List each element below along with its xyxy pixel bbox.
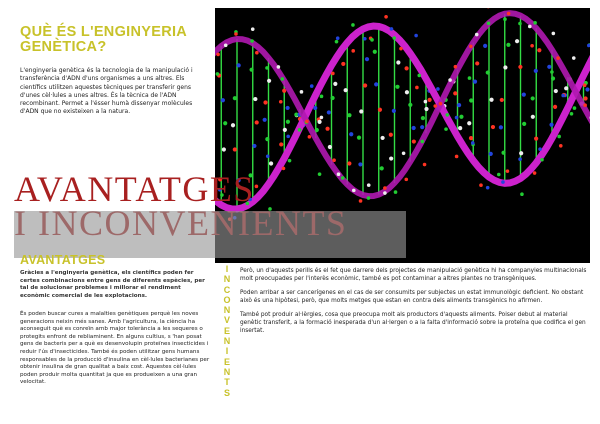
atom (439, 102, 443, 106)
atom (479, 183, 483, 187)
atom (392, 36, 396, 40)
base-pair (499, 14, 511, 184)
title-overlay-band (14, 211, 406, 258)
atom (497, 173, 501, 177)
atom (279, 100, 283, 104)
vertical-label-letter: E (223, 325, 230, 336)
atom (444, 127, 448, 131)
atom (572, 56, 576, 60)
atom (550, 70, 554, 74)
atom (424, 100, 428, 104)
base-pair (341, 42, 353, 184)
atom (420, 140, 424, 144)
atom (286, 135, 290, 139)
page-title: QUÈ ÉS L'ENGINYERIA GENÈTICA? (20, 24, 187, 55)
intro-paragraph: L'enginyeria genètica és la tecnologia de la manipulació i transferència d'ADN d'uns organismes a uns altres. Els científics utilitzen aquestes tècniques per transferir gens d'unes cèl·lules a unes altres. És la tècnica de l'ADN recombinant. Permet a l'ésser humà dissenyar molècules d'ADN que no existeixen a la natura. (20, 67, 193, 116)
atom (518, 157, 522, 161)
atom (454, 65, 458, 69)
atom (363, 37, 367, 41)
atom (469, 45, 473, 49)
atom (559, 144, 563, 148)
base-pair (357, 29, 369, 195)
atom (520, 192, 524, 196)
atom (336, 36, 340, 40)
atom (216, 72, 220, 76)
vertical-label-letter: O (223, 294, 231, 305)
atom (561, 94, 565, 98)
atom (530, 44, 534, 48)
atom (384, 15, 388, 19)
advantages-heading: AVANTATGES (20, 253, 106, 267)
atom (487, 21, 491, 25)
base-pair (483, 23, 495, 177)
atom (423, 163, 427, 167)
atom (399, 47, 403, 51)
atom (251, 27, 255, 31)
atom (501, 180, 505, 184)
atom (415, 86, 419, 90)
atom (471, 141, 475, 145)
atom (402, 152, 406, 156)
vertical-label-letter: N (223, 366, 231, 377)
base-pair (389, 35, 401, 183)
vertical-label-letter: N (223, 305, 231, 316)
atom (370, 38, 374, 42)
atom (300, 90, 304, 94)
atom (298, 128, 302, 132)
atom (250, 39, 254, 43)
advantages-intro: Gràcies a l'enginyeria genètica, els científics poden fer certes combinacions entre gens de diferents espècies, per tal de solucionar problemes i millorar el rendiment econòmic comercial de les explotacions. (20, 270, 205, 299)
vertical-label-letter: N (223, 336, 231, 347)
base-pair (373, 26, 385, 194)
vertical-label-letter: I (225, 346, 229, 357)
atom (266, 154, 270, 158)
atom (468, 76, 472, 80)
atom (351, 49, 355, 53)
atom (281, 77, 285, 81)
vertical-label-letter: N (223, 274, 231, 285)
vertical-label-letter: E (223, 356, 230, 367)
base-pair (515, 16, 526, 179)
atom (234, 32, 238, 36)
base-pair (404, 53, 415, 161)
atom (417, 74, 421, 78)
inconvenients-text (240, 268, 590, 342)
atom (506, 169, 510, 173)
vertical-label-letter: V (223, 315, 230, 326)
base-pair (263, 58, 274, 184)
atom (507, 12, 511, 16)
atom (224, 43, 228, 47)
inconvenients-paragraph-3: També pot produir al·lèrgies, cosa que preocupa molt als productors d'aquests aliments. Poiser debut al material genètic transferit, a la formació inesperada d'un al·lergen o a la falta d'informació sobre la proteïna que codifica el gen insertat. (240, 312, 586, 334)
atom (282, 167, 286, 171)
atom (277, 65, 281, 69)
atom (540, 158, 544, 162)
atom (255, 51, 259, 55)
atom (538, 147, 542, 151)
atom (320, 116, 324, 120)
atom (305, 120, 309, 124)
atom (552, 32, 556, 36)
atom (310, 84, 314, 88)
atom (433, 104, 437, 108)
atom (528, 25, 532, 29)
atom (445, 113, 449, 117)
big-title-line1: AVANTATGES (14, 169, 255, 209)
atom (288, 159, 292, 163)
atom (475, 33, 479, 37)
atom (573, 106, 577, 110)
atom (556, 56, 560, 60)
atom (486, 186, 490, 190)
atom (335, 40, 339, 44)
base-pair (531, 28, 542, 162)
atom (503, 17, 507, 21)
atom (455, 155, 459, 159)
atom (533, 21, 537, 25)
atom (587, 44, 590, 48)
atom (570, 112, 574, 116)
atom (216, 53, 220, 57)
atom (331, 72, 335, 76)
atom (583, 83, 587, 87)
vertical-label-letter: T (224, 377, 230, 388)
vertical-label-letter: S (223, 387, 230, 398)
atom (557, 135, 561, 139)
atom (414, 34, 418, 38)
inconvenients-paragraph-2: Poden arribar a ser cancerígenes en el cas de ser consumits per subjectes un estat immunològic deficient. No obstant això és una hipòtesi, però, que molts metges que estan en contra dels aliments transgènics ho afirmen. (240, 290, 584, 304)
base-pair (325, 65, 337, 164)
atom (448, 78, 452, 82)
atom (351, 23, 355, 27)
advantages-body: És poden buscar cures a malalties genètiques perquè les noves generacions neixin més sanes. Amb l'agricultura, la ciència ha aconseguit què es conreïn amb major tolerància a les sequeres o protegits enfront de rebliaminent. En alguns cultius, s 'han posat gens de bacteris per a què es desenvolupin proteïnes insecticides i reduir l'ús d'insecticides. També és poden utilitzar gens humans responsables de la producció d'insulina en cèl·lules bacterianes per obtenir insulina de gran qualitat a baix cost. Aquestes cèl·lules poden produir molta quantitat ja que es produeixen a una gran velocitat. (20, 311, 210, 386)
inconvenients-vertical-label (221, 264, 233, 398)
atom (332, 158, 336, 162)
inconvenients-paragraph-1: Però, un d'aquests perills és el fet que darrere dels projectes de manipulació genètica hi ha companyies multinacionals molt preocupades per l'interès econòmic, també es pot contaminar a altres plantes no transgèniques. (240, 268, 587, 282)
atom (518, 22, 522, 26)
atom (533, 171, 537, 175)
atom (390, 27, 394, 31)
atom (583, 103, 587, 107)
atom (308, 135, 312, 139)
atom (265, 66, 269, 70)
vertical-label-letter: C (223, 284, 231, 295)
atom (436, 87, 440, 91)
atom (320, 95, 324, 99)
atom (455, 116, 459, 120)
vertical-label-letter: I (225, 264, 229, 274)
